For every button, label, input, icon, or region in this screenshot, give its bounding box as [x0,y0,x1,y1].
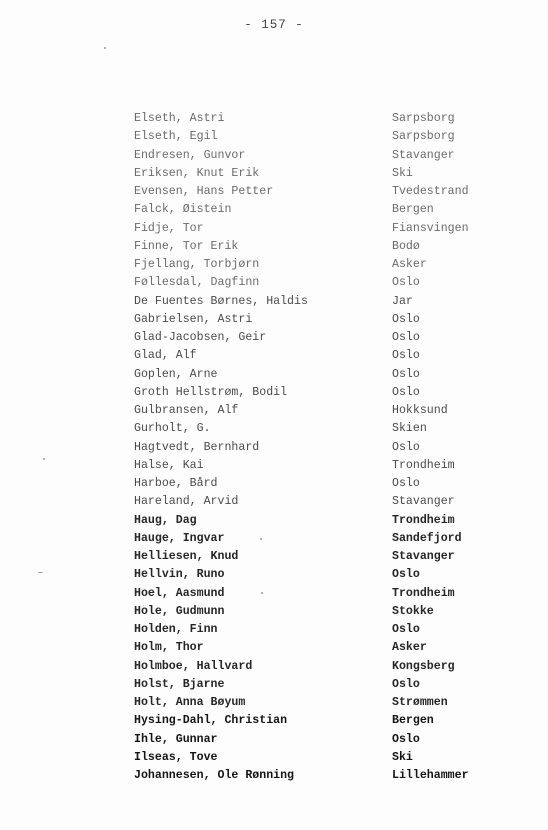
entry-city: Sarpsborg [392,112,455,125]
entry-name: Holm, Thor [134,641,204,655]
directory-entry [134,110,494,128]
entry-name: Holmboe, Hallvard [134,659,253,673]
directory-entry [134,183,494,201]
entry-city: Bergen [392,203,434,217]
directory-entry [134,566,494,584]
directory-entry [134,329,494,347]
directory-entry [134,749,494,767]
entry-city: Skien [392,422,427,436]
entry-city: Oslo [392,568,420,582]
entry-city: Stavanger [392,495,455,509]
entry-name: Hauge, Ingvar [134,531,225,545]
entry-city: Oslo [392,331,420,344]
entry-name: Helliesen, Knud [134,550,239,563]
directory-entry [134,439,494,457]
entry-name: Holst, Bjarne [134,677,225,691]
entry-name: De Fuentes Børnes, Haldis [134,294,308,308]
directory-entry [134,311,494,329]
directory-entry [134,165,494,183]
directory-entry [134,366,494,384]
entry-city: Ski [392,750,413,764]
entry-name: Eriksen, Knut Erik [134,166,260,180]
directory-entry [134,731,494,749]
entry-name: Føllesdal, Dagfinn [134,276,260,290]
directory-entry [134,767,494,785]
entry-city: Ski [392,166,413,180]
directory-entry [134,256,494,274]
entry-city: Asker [392,641,427,655]
entry-city: Stavanger [392,550,455,563]
entry-city: Oslo [392,677,420,691]
directory-entry [134,475,494,493]
directory-entry [134,201,494,219]
entry-name: Goplen, Arne [134,367,218,381]
directory-entry [134,712,494,730]
directory-entry [134,457,494,475]
entry-city: Kongsberg [392,659,455,673]
entry-city: Lillehammer [392,769,469,782]
entry-name: Groth Hellstrøm, Bodil [134,385,288,399]
entry-city: Sarpsborg [392,130,455,144]
entry-name: Haug, Dag [134,513,197,527]
directory-entry [134,512,494,530]
entry-city: Stokke [392,604,434,618]
entry-city: Oslo [392,440,420,454]
directory-entry [134,220,494,238]
entry-name: Hysing-Dahl, Christian [134,714,288,728]
entry-city: Strømmen [392,696,448,709]
directory-entry [134,676,494,694]
entry-name: Hagtvedt, Bernhard [134,440,260,454]
directory-entry [134,402,494,420]
directory-entry [134,548,494,566]
entry-city: Bodø [392,239,420,253]
directory-entry [134,658,494,676]
entry-city: Hokksund [392,404,448,417]
directory-entry [134,147,494,165]
entry-city: Trondheim [392,586,455,600]
entry-name: Hole, Gudmunn [134,604,225,618]
entry-city: Trondheim [392,458,455,472]
entry-name: Gulbransen, Alf [134,404,239,417]
directory-entry [134,347,494,365]
entry-city: Oslo [392,623,420,636]
entry-name: Gabrielsen, Astri [134,312,253,326]
entry-name: Elseth, Egil [134,130,218,144]
entry-name: Ihle, Gunnar [134,732,218,746]
entry-city: Stavanger [392,148,455,162]
entry-name: Ilseas, Tove [134,750,218,764]
entry-city: Oslo [392,312,420,326]
directory-entry [134,621,494,639]
entry-name: Hoel, Aasmund [134,586,225,600]
directory-entry [134,493,494,511]
paper-speck [260,538,262,540]
directory-entry [134,274,494,292]
entry-city: Oslo [392,385,420,399]
entry-city: Oslo [392,349,420,363]
paper-speck [261,592,263,594]
directory-entry [134,128,494,146]
entry-name: Finne, Tor Erik [134,239,239,253]
entry-name: Fjellang, Torbjørn [134,258,260,271]
entry-name: Fidje, Tor [134,221,204,235]
page-number: - 157 - [244,18,304,32]
entry-name: Hareland, Arvid [134,495,239,509]
entry-name: Evensen, Hans Petter [134,185,274,198]
directory-entry [134,384,494,402]
directory-entry [134,420,494,438]
entry-name: Harboe, Bård [134,477,218,490]
directory-entry [134,585,494,603]
entry-name: Halse, Kai [134,458,204,472]
entry-city: Oslo [392,477,420,490]
entry-name: Glad, Alf [134,349,197,363]
entry-name: Glad-Jacobsen, Geir [134,331,267,344]
entry-name: Johannesen, Ole Rønning [134,769,295,782]
paper-speck [38,572,43,573]
directory-entry [134,639,494,657]
entry-name: Holt, Anna Bøyum [134,696,246,709]
name-directory-list [134,110,494,785]
paper-speck [43,458,45,460]
entry-name: Endresen, Gunvor [134,148,246,162]
entry-name: Elseth, Astri [134,112,225,125]
entry-city: Jar [392,294,413,308]
entry-city: Sandefjord [392,531,462,545]
entry-city: Tvedestrand [392,185,469,198]
entry-city: Trondheim [392,513,455,527]
directory-entry [134,694,494,712]
entry-city: Oslo [392,276,420,290]
entry-city: Bergen [392,714,434,728]
entry-city: Oslo [392,732,420,746]
entry-name: Hellvin, Runo [134,568,225,582]
entry-city: Asker [392,258,427,271]
entry-city: Oslo [392,367,420,381]
directory-entry [134,238,494,256]
directory-entry [134,293,494,311]
entry-name: Gurholt, G. [134,422,211,436]
entry-city: Fiansvingen [392,221,469,235]
entry-name: Falck, Øistein [134,203,232,217]
paper-speck [104,47,106,49]
directory-entry [134,530,494,548]
entry-name: Holden, Finn [134,623,218,636]
directory-entry [134,603,494,621]
